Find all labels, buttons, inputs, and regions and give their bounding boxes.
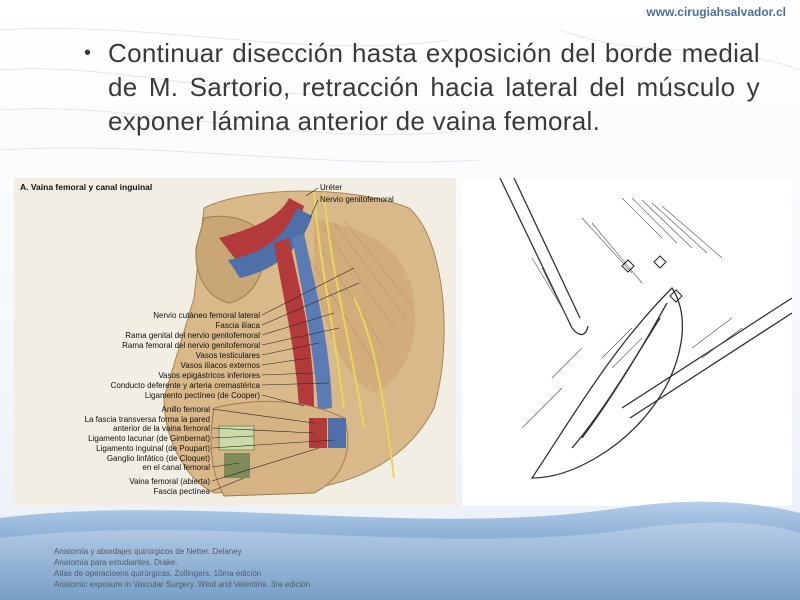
bullet-point bbox=[84, 36, 760, 138]
label-femoral-branch: Rama femoral del nervio genitofemoral bbox=[122, 341, 260, 350]
label-ureter: Uréter bbox=[320, 183, 343, 192]
figure-title: A. Vaina femoral y canal inguinal bbox=[20, 182, 153, 192]
label-pectineal-fascia: Fascia pectínea bbox=[153, 487, 210, 496]
label-cloquet-node-2: en el canal femoral bbox=[142, 463, 210, 472]
surgical-drawing bbox=[462, 178, 792, 506]
reference-3: Atlas de operacioens quirúrgicas. Zollingers. 10ma edición bbox=[54, 569, 262, 578]
bullet-text: Continuar disección hasta exposición del borde medial de M. Sartorio, retracción hacia lateral del músculo y exponer lámina anterior de vaina femoral. bbox=[108, 38, 760, 136]
label-transversalis-fascia-1: La fascia transversa forma la pared bbox=[84, 415, 210, 424]
label-lacunar-ligament: Ligamento lacunar (de Gimbernat) bbox=[88, 434, 210, 443]
label-vas-deferens: Conducto deferente y arteria cremastérica bbox=[110, 381, 260, 390]
label-cooper-ligament: Ligamento pectíneo (de Cooper) bbox=[144, 391, 260, 400]
label-external-iliac-vessels: Vasos ilíacos externos bbox=[180, 361, 260, 370]
label-testicular-vessels: Vasos testiculares bbox=[195, 351, 260, 360]
references bbox=[54, 546, 310, 590]
label-femoral-ring: Anillo femoral bbox=[161, 405, 210, 414]
label-fascia-iliaca: Fascia ilíaca bbox=[215, 321, 260, 330]
label-inferior-epigastric-vessels: Vasos epigástricos inferiores bbox=[158, 371, 260, 380]
label-genitofemoral-nerve: Nervio genitofemoral bbox=[320, 195, 394, 204]
website-url: www.cirugiahsalvador.cl bbox=[646, 5, 786, 19]
bullet-dot-icon: • bbox=[84, 42, 92, 64]
surgical-sketch bbox=[462, 178, 792, 506]
label-femoral-sheath: Vaina femoral (abierta) bbox=[129, 477, 210, 486]
label-genital-branch: Rama genital del nervio genitofemoral bbox=[125, 331, 260, 340]
label-inguinal-ligament: Ligamento inguinal (de Poupart) bbox=[96, 444, 210, 453]
anatomy-illustration bbox=[14, 178, 456, 506]
reference-1: Anatomía y abordajes quirúrgicos de Netter. Delaney bbox=[54, 547, 242, 556]
label-cloquet-node-1: Ganglio linfático (de Cloquet) bbox=[106, 454, 210, 463]
label-lateral-femoral-cutaneous-nerve: Nervio cutáneo femoral lateral bbox=[153, 311, 260, 320]
reference-2: Anatomía para estudiantes. Drake. bbox=[54, 558, 178, 567]
label-transversalis-fascia-2: anterior de la vaina femoral bbox=[113, 424, 210, 433]
anatomy-drawing bbox=[14, 178, 456, 506]
reference-4: Anatomic exposure in Vascular Surgery. Wind and Valentine. 3ra edición bbox=[54, 580, 311, 589]
